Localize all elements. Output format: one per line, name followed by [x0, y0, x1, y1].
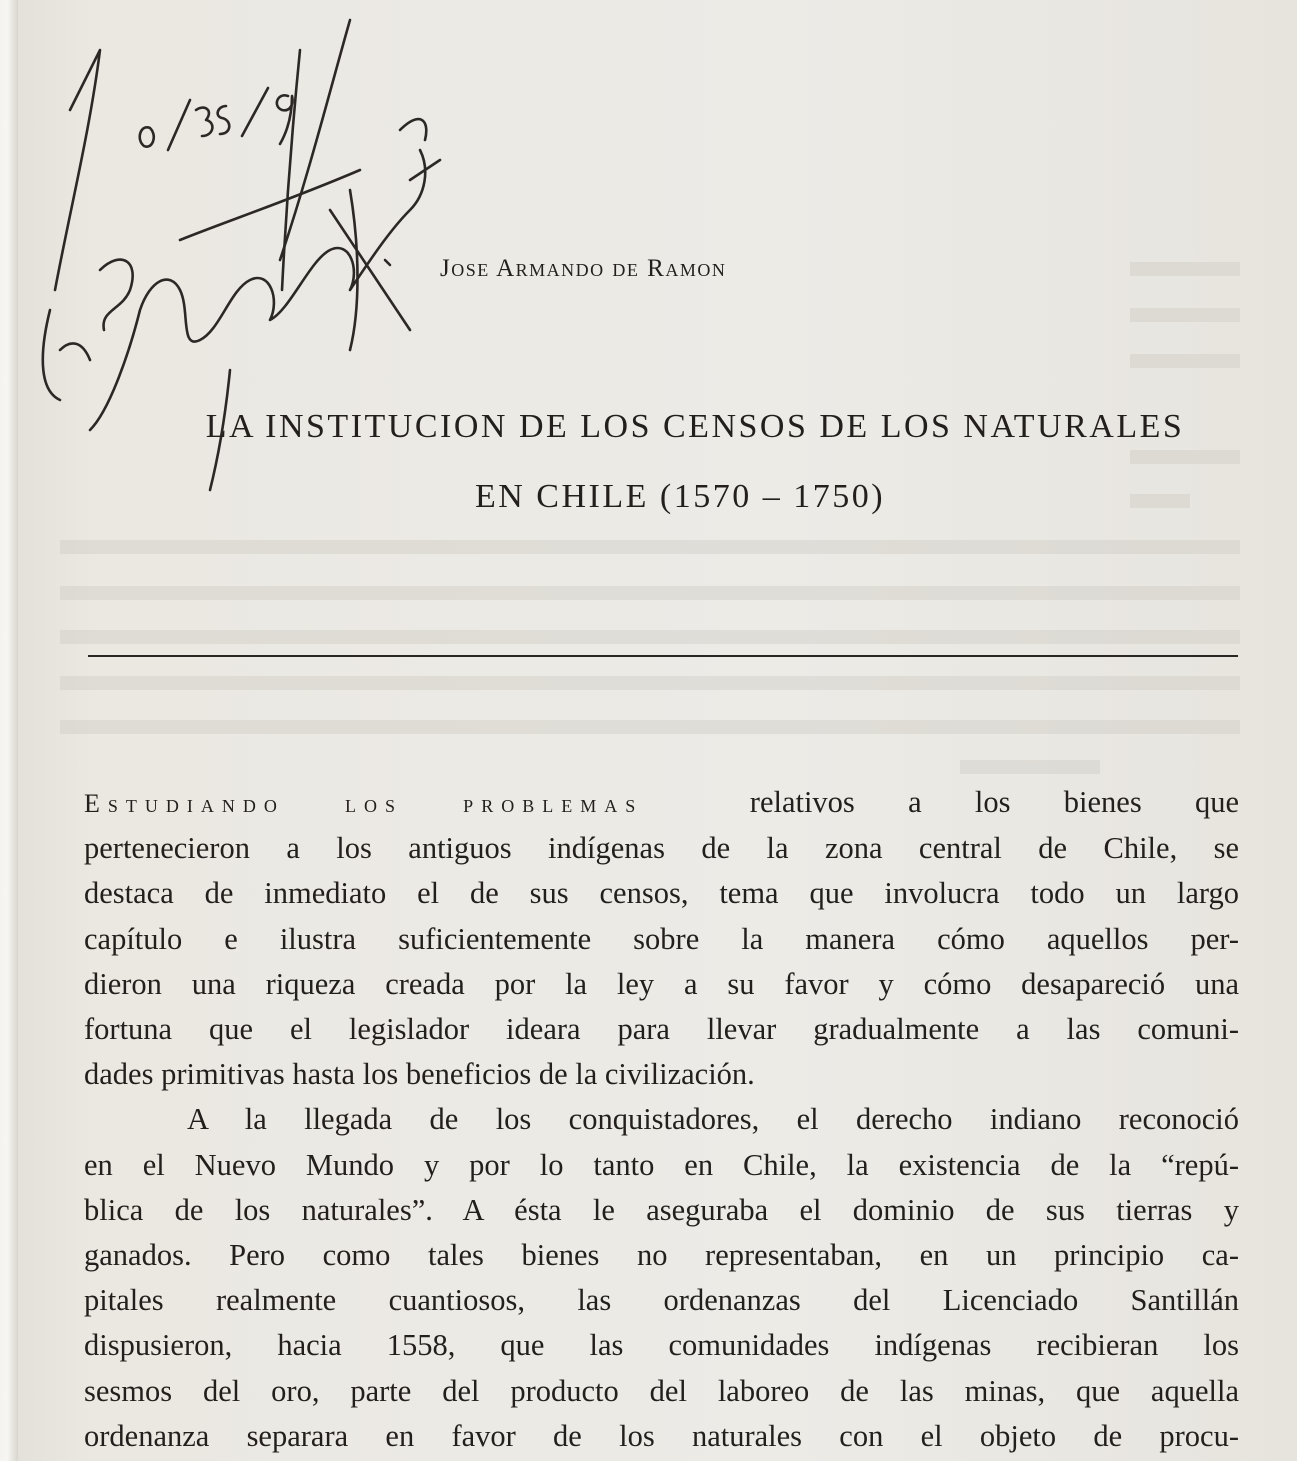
article-title-line-2: EN CHILE (1570 – 1750)	[474, 478, 886, 515]
body-line-1: Estudiando los problemas relativos a los bienes que	[84, 785, 1239, 819]
body-line-14: sesmos del oro, parte del producto del laboreo de las minas, que aquella	[84, 1373, 1239, 1408]
body-line-4: capítulo e ilustra suficientemente sobre la manera cómo aquellos per-	[84, 921, 1239, 956]
article-title-line-1: LA INSTITUCION DE LOS CENSOS DE LOS NATURALES	[205, 408, 1185, 445]
body-line-3: destaca de inmediato el de sus censos, tema que involucra todo un largo	[84, 876, 1239, 911]
body-line-11: ganados. Pero como tales bienes no representaban, en un principio ca-	[84, 1238, 1239, 1273]
body-line-13: dispusieron, hacia 1558, que las comunidades indígenas recibieran los	[84, 1328, 1239, 1363]
body-line-9: en el Nuevo Mundo y por lo tanto en Chile, la existencia de la “repú-	[84, 1147, 1239, 1182]
body-line-8: A la llegada de los conquistadores, el derecho indiano reconoció	[187, 1102, 1239, 1137]
author-name: Jose Armando de Ramon	[440, 255, 727, 282]
lead-words: Estudiando los problemas	[84, 789, 644, 818]
horizontal-rule	[88, 655, 1238, 657]
body-line-10: blica de los naturales”. A ésta le aseguraba el dominio de sus tierras y	[84, 1192, 1239, 1227]
body-line-6: fortuna que el legislador ideara para llevar gradualmente a las comuni-	[84, 1012, 1239, 1047]
article-body	[84, 780, 1239, 1459]
body-line-7: dades primitivas hasta los beneficios de la civilización.	[84, 1057, 755, 1092]
body-line-12: pitales realmente cuantiosos, las ordenanzas del Licenciado Santillán	[84, 1283, 1239, 1318]
body-line-5: dieron una riqueza creada por la ley a su favor y cómo desapareció una	[84, 966, 1239, 1001]
body-line-15: ordenanza separara en favor de los naturales con el objeto de procu-	[84, 1418, 1239, 1453]
body-line-2: pertenecieron a los antiguos indígenas de la zona central de Chile, se	[84, 831, 1239, 866]
